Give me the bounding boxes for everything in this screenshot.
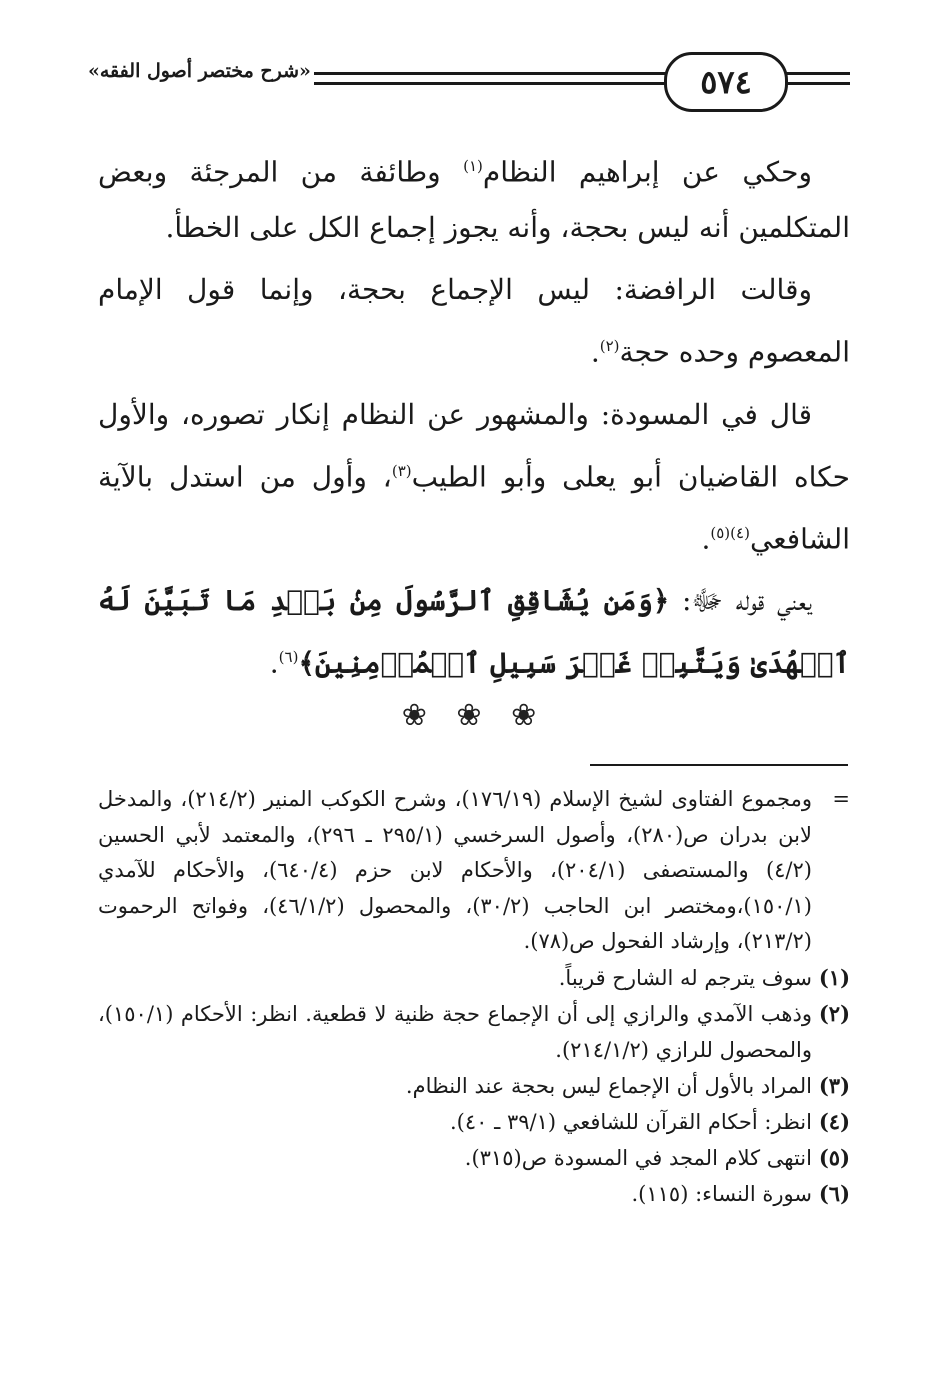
paragraph-text: وطائفة من المرجئة وبعض المتكلمين أنه ليس بحجة، وأنه يجوز إجماع الكل على الخطأ. — [98, 155, 850, 245]
footnote-text: سوف يترجم له الشارح قريباً. — [558, 965, 812, 990]
footnote-ref: (١) — [463, 157, 483, 175]
paragraph — [98, 262, 850, 380]
footnote-item — [98, 1140, 850, 1176]
header-rule — [314, 82, 672, 85]
paragraph — [98, 387, 850, 568]
header-rule — [786, 82, 850, 85]
header-rule — [786, 72, 850, 75]
paragraph-text: قال في المسودة: والمشهور عن النظام إنكار تصوره، والأول حكاه القاضيان أبو يعلى وأبو الطيب — [98, 397, 850, 493]
footnote-ref: (٢) — [599, 337, 620, 356]
paragraph-text: . — [590, 335, 600, 369]
footnotes — [98, 782, 850, 1212]
footnote-text: المراد بالأول أن الإجماع ليس بحجة عند النظام. — [405, 1073, 812, 1098]
quran-verse: ﴿وَمَن يُشَاقِقِ ٱلرَّسُولَ مِنۢ بَعۡدِ مَا تَبَيَّنَ لَهُ ٱلۡهُدَىٰ وَيَتَّبِعۡ غَيۡرَ سَبِيلِ ٱلۡمُؤۡمِنِينَ﴾ — [98, 584, 850, 680]
header-rule — [314, 72, 672, 75]
footnote-number: (٤) — [818, 1108, 850, 1134]
section-ornament: ❀ ❀ ❀ — [401, 697, 547, 733]
footnote-text: انظر: أحكام القرآن للشافعي (٣٩/١ ـ ٤٠). — [449, 1109, 812, 1134]
paragraph-text: . — [701, 522, 711, 556]
paragraph-text: وحكي عن إبراهيم النظام — [482, 155, 812, 189]
page-number: ٥٧٤ — [664, 52, 788, 112]
footnote-number: (٥) — [818, 1144, 850, 1170]
continuation-marker: = — [832, 787, 850, 811]
verse-paragraph — [98, 573, 850, 691]
paragraph-text: . — [269, 646, 279, 680]
main-text — [98, 138, 850, 733]
footnote-item — [98, 1104, 850, 1140]
footnote-number: (٣) — [818, 1072, 850, 1098]
footnote-continuation — [98, 782, 850, 960]
footnote-item — [98, 1176, 850, 1212]
footnote-item — [98, 1068, 850, 1104]
footnote-text: انتهى كلام المجد في المسودة ص(٣١٥). — [464, 1145, 812, 1170]
paragraph-text: وقالت الرافضة: ليس الإجماع بحجة، وإنما قول الإمام المعصوم وحده حجة — [98, 273, 850, 369]
verse-intro: يعني قوله ﷻ: — [669, 584, 813, 618]
footnote-ref: (٣) — [391, 461, 412, 480]
footnote-separator — [590, 764, 848, 766]
paragraph — [98, 138, 850, 256]
footnote-item — [98, 996, 850, 1068]
footnote-text: سورة النساء: (١١٥). — [631, 1181, 812, 1206]
footnote-ref: (٦) — [278, 648, 299, 667]
paragraph-text: ، وأول من استدل بالآية الشافعي — [98, 459, 850, 556]
footnote-number: (٢) — [818, 1000, 850, 1026]
footnote-list — [98, 960, 850, 1212]
footnote-ref: (٤)(٥) — [710, 523, 750, 542]
footnote-number: (١) — [818, 964, 850, 990]
footnote-item — [98, 960, 850, 996]
footnote-text: وذهب الآمدي والرازي إلى أن الإجماع حجة ظنية لا قطعية. انظر: الأحكام (١٥٠/١)، والمحصول للرازي (٢١٤/١/٢). — [98, 1001, 812, 1062]
footnote-text: ومجموع الفتاوى لشيخ الإسلام (١٧٦/١٩)، وشرح الكوكب المنير (٢١٤/٢)، والمدخل لابن بدران ص(٢٨٠)، وأصول السرخسي (٢٩٥/١ ـ ٢٩٦)، والمعتمد لأبي الحسين (٤/٢) والمستصفى (٢٠٤/١)، والأحكام لابن حزم (٦٤٠/٤)، والأحكام للآمدي (١٥٠/١)،ومختصر ابن الحاجب (٣٠/٢)، والمحصول (٤٦/١/٢)، وفواتح الرحموت (٢١٣/٢)، وإرشاد الفحول ص(٧٨). — [98, 787, 812, 953]
footnote-number: (٦) — [818, 1180, 850, 1206]
book-title: «شرح مختصر أصول الفقه» — [88, 60, 311, 82]
page-header — [88, 42, 850, 112]
